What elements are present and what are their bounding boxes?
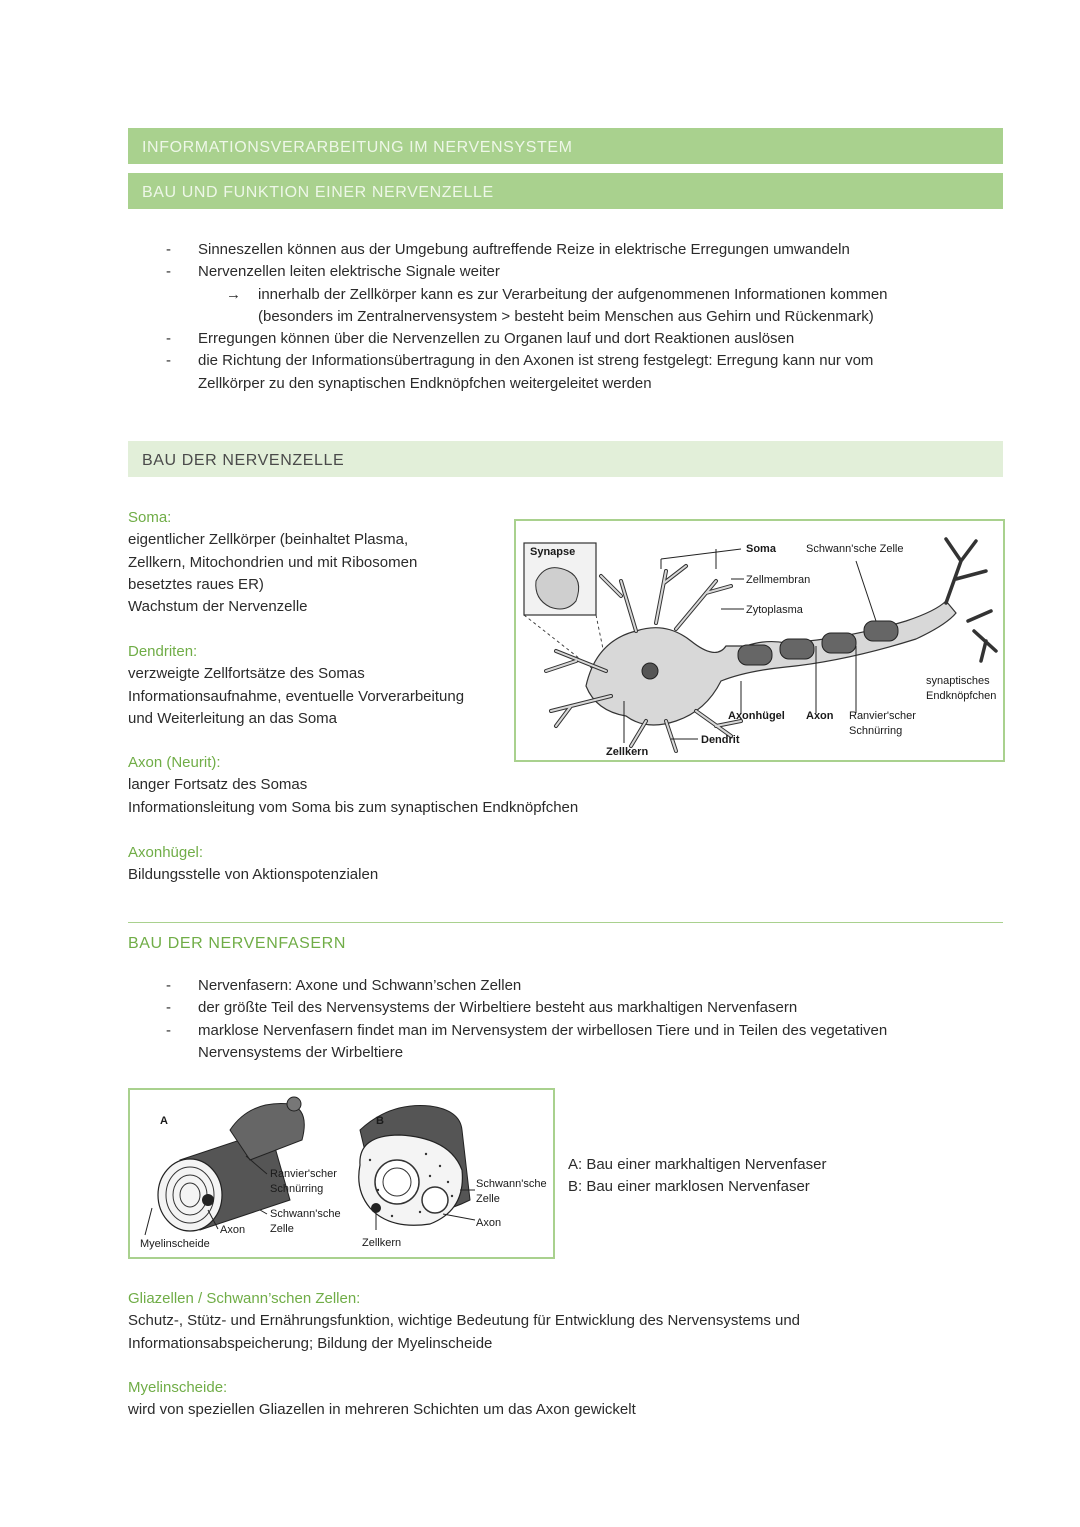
label-a-ranvier-1: Ranvier'scher <box>270 1168 337 1180</box>
soma-definition: Soma: eigentlicher Zellkörper (beinhaltet Plasma, Zellkern, Mitochondrien und mit Ribosomen besetztes raues ER) Wachstum der Nervenzelle <box>128 509 418 616</box>
label-ranvier-1: Ranvier'scher <box>849 710 916 722</box>
label-a: A <box>160 1115 168 1127</box>
list-item: - der größte Teil des Nervensystems der Wirbeltiere besteht aus markhaltigen Nervenfasern <box>166 999 798 1017</box>
nerve-fiber-diagram <box>128 1088 555 1259</box>
label-b-axon: Axon <box>476 1217 502 1229</box>
list-item: - marklose Nervenfasern findet man im Nervensystem der wirbellosen Tiere und in Teilen des vegetativen <box>166 1021 888 1039</box>
label-b-schwann-1: Schwann'sche <box>476 1178 547 1190</box>
label-myelin-sheath: Myelinscheide <box>140 1238 210 1250</box>
neuron-diagram <box>514 519 1005 762</box>
list-item: - Sinneszellen können aus der Umgebung auftreffende Reize in elektrische Erregungen umwandeln <box>166 241 850 258</box>
label-soma: Soma <box>746 543 776 555</box>
label-a-schwann-1: Schwann'sche <box>270 1208 341 1220</box>
list-item: - Nervenzellen leiten elektrische Signale weiter <box>166 263 500 281</box>
list-item-continuation: Nervensystems der Wirbeltiere <box>198 1043 404 1061</box>
list-item: - die Richtung der Informationsübertragung in den Axonen ist streng festgelegt: Erregung kann nur vom <box>166 352 874 370</box>
page-title: INFORMATIONSVERARBEITUNG IM NERVENSYSTEM <box>128 128 1003 164</box>
list-subitem-continuation: (besonders im Zentralnervensystem > besteht beim Menschen aus Gehirn und Rückenmark) <box>258 307 874 325</box>
label-axon: Axon <box>806 710 834 722</box>
label-b-nucleus: Zellkern <box>362 1237 402 1249</box>
axonhuegel-definition: Axonhügel: Bildungsstelle von Aktionspotenzialen <box>128 844 379 884</box>
label-terminal-2: Endknöpfchen <box>926 690 997 702</box>
label-b-schwann-2: Zelle <box>476 1193 500 1205</box>
label-dendrite: Dendrit <box>701 734 740 746</box>
section-title-bau-funktion: BAU UND FUNKTION EINER NERVENZELLE <box>128 173 1003 209</box>
list-subitem: → innerhalb der Zellkörper kann es zur Verarbeitung der aufgenommenen Informationen kommen <box>160 284 980 306</box>
intro-list <box>160 239 980 395</box>
list-item-continuation: Zellkörper zu den synaptischen Endknöpfchen weitergeleitet werden <box>198 374 652 392</box>
label-a-ranvier-2: Schnürring <box>270 1183 324 1195</box>
label-nucleus: Zellkern <box>606 746 649 758</box>
fibers-list <box>160 975 980 1064</box>
list-item: - Nervenfasern: Axone und Schwann’schen Zellen <box>166 977 522 994</box>
label-schwann-cell: Schwann'sche Zelle <box>806 543 904 555</box>
neuron-illustration <box>516 521 1005 762</box>
label-synapse: Synapse <box>530 546 576 558</box>
fiber-caption: A: Bau einer markhaltigen Nervenfaser B: Bau einer marklosen Nervenfaser <box>568 1156 827 1196</box>
label-axon-hillock: Axonhügel <box>728 710 785 722</box>
section-divider <box>128 922 1003 923</box>
list-item: - Erregungen können über die Nervenzellen zu Organen lauf und dort Reaktionen auslösen <box>166 330 795 348</box>
arrow-right-icon: → <box>226 285 241 303</box>
label-a-schwann-2: Zelle <box>270 1223 294 1235</box>
label-a-axon: Axon <box>220 1224 246 1236</box>
label-cytoplasm: Zytoplasma <box>746 604 803 616</box>
dendriten-definition: Dendriten: verzweigte Zellfortsätze des Somas Informationsaufnahme, eventuelle Vorverarbeitung und Weiterleitung an das Soma <box>128 643 465 727</box>
glia-definition: Gliazellen / Schwann’schen Zellen: Schutz-, Stütz- und Ernährungsfunktion, wichtige Bedeutung für Entwicklung des Nervensystems und Informationsabspeicherung; Bildung der Myelinscheide <box>128 1290 801 1352</box>
label-ranvier-2: Schnürring <box>849 725 903 737</box>
myelin-definition: Myelinscheide: wird von speziellen Gliazellen in mehreren Schichten um das Axon gewickelt <box>128 1379 636 1419</box>
section-title-bau-nervenfasern: BAU DER NERVENFASERN <box>128 935 346 952</box>
label-terminal-1: synaptisches <box>926 675 990 687</box>
nerve-fiber-illustration <box>130 1090 555 1259</box>
label-cell-membrane: Zellmembran <box>746 574 811 586</box>
section-title-bau-nervenzelle: BAU DER NERVENZELLE <box>128 441 1003 477</box>
label-b: B <box>376 1115 384 1127</box>
axon-definition: Axon (Neurit): langer Fortsatz des Somas Informationsleitung vom Soma bis zum synaptischen Endknöpfchen <box>128 754 579 816</box>
